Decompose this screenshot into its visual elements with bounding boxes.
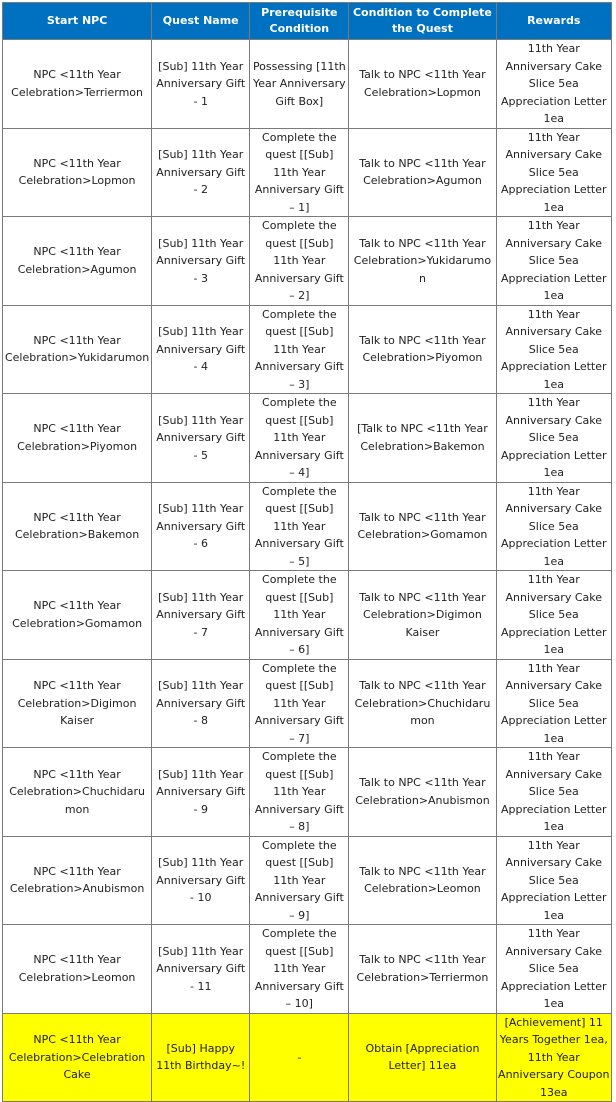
completion-cell: Talk to NPC <11th Year Celebration>Digimon Kaiser: [349, 571, 496, 660]
table-row: [3, 571, 612, 660]
prerequisite-cell: Possessing [11th Year Anniversary Gift Box]: [250, 40, 349, 129]
prerequisite-cell: Complete the quest [[Sub] 11th Year Anniversary Gift – 8]: [250, 748, 349, 837]
start-npc-cell: NPC <11th Year Celebration>Lopmon: [3, 128, 152, 217]
quest-table: [2, 2, 612, 1102]
table-row: [3, 836, 612, 925]
quest-name-cell: [Sub] 11th Year Anniversary Gift - 8: [152, 659, 250, 748]
completion-cell: Talk to NPC <11th Year Celebration>Lopmon: [349, 40, 496, 129]
prerequisite-cell: Complete the quest [[Sub] 11th Year Anniversary Gift – 1]: [250, 128, 349, 217]
table-row: [3, 482, 612, 571]
quest-name-cell: [Sub] 11th Year Anniversary Gift - 4: [152, 305, 250, 394]
header-start-npc: Start NPC: [3, 3, 152, 40]
completion-cell: [Talk to NPC <11th Year Celebration>Bakemon: [349, 394, 496, 483]
completion-cell: Talk to NPC <11th Year Celebration>Leomon: [349, 836, 496, 925]
rewards-cell: 11th Year Anniversary Cake Slice 5ea Appreciation Letter 1ea: [496, 836, 611, 925]
table-row: [3, 394, 612, 483]
table-row: [3, 748, 612, 837]
prerequisite-cell: Complete the quest [[Sub] 11th Year Anniversary Gift – 6]: [250, 571, 349, 660]
rewards-cell: 11th Year Anniversary Cake Slice 5ea Appreciation Letter 1ea: [496, 748, 611, 837]
table-row: [3, 659, 612, 748]
table-row: [3, 128, 612, 217]
table-row-highlighted: [3, 1013, 612, 1102]
start-npc-cell: NPC <11th Year Celebration>Celebration Cake: [3, 1013, 152, 1102]
start-npc-cell: NPC <11th Year Celebration>Chuchidarumon: [3, 748, 152, 837]
completion-cell: Talk to NPC <11th Year Celebration>Anubismon: [349, 748, 496, 837]
rewards-cell: 11th Year Anniversary Cake Slice 5ea Appreciation Letter 1ea: [496, 394, 611, 483]
header-completion-condition: Condition to Complete the Quest: [349, 3, 496, 40]
table-row: [3, 40, 612, 129]
header-rewards: Rewards: [496, 3, 611, 40]
start-npc-cell: NPC <11th Year Celebration>Terriermon: [3, 40, 152, 129]
quest-name-cell: [Sub] 11th Year Anniversary Gift - 9: [152, 748, 250, 837]
start-npc-cell: NPC <11th Year Celebration>Piyomon: [3, 394, 152, 483]
rewards-cell: 11th Year Anniversary Cake Slice 5ea Appreciation Letter 1ea: [496, 305, 611, 394]
quest-name-cell: [Sub] 11th Year Anniversary Gift - 7: [152, 571, 250, 660]
header-quest-name: Quest Name: [152, 3, 250, 40]
prerequisite-cell: Complete the quest [[Sub] 11th Year Anniversary Gift – 2]: [250, 217, 349, 306]
table-row: [3, 305, 612, 394]
start-npc-cell: NPC <11th Year Celebration>Agumon: [3, 217, 152, 306]
header-row: [3, 3, 612, 40]
start-npc-cell: NPC <11th Year Celebration>Bakemon: [3, 482, 152, 571]
completion-cell: Talk to NPC <11th Year Celebration>Gomamon: [349, 482, 496, 571]
table-row: [3, 217, 612, 306]
quest-name-cell: [Sub] 11th Year Anniversary Gift - 11: [152, 925, 250, 1014]
quest-name-cell: [Sub] 11th Year Anniversary Gift - 1: [152, 40, 250, 129]
rewards-cell: 11th Year Anniversary Cake Slice 5ea Appreciation Letter 1ea: [496, 40, 611, 129]
start-npc-cell: NPC <11th Year Celebration>Anubismon: [3, 836, 152, 925]
rewards-cell: 11th Year Anniversary Cake Slice 5ea Appreciation Letter 1ea: [496, 925, 611, 1014]
rewards-cell: 11th Year Anniversary Cake Slice 5ea Appreciation Letter 1ea: [496, 482, 611, 571]
prerequisite-cell: Complete the quest [[Sub] 11th Year Anniversary Gift – 7]: [250, 659, 349, 748]
completion-cell: Talk to NPC <11th Year Celebration>Terriermon: [349, 925, 496, 1014]
prerequisite-cell: Complete the quest [[Sub] 11th Year Anniversary Gift – 5]: [250, 482, 349, 571]
rewards-cell: 11th Year Anniversary Cake Slice 5ea Appreciation Letter 1ea: [496, 571, 611, 660]
start-npc-cell: NPC <11th Year Celebration>Yukidarumon: [3, 305, 152, 394]
quest-name-cell: [Sub] 11th Year Anniversary Gift - 10: [152, 836, 250, 925]
quest-name-cell: [Sub] 11th Year Anniversary Gift - 2: [152, 128, 250, 217]
prerequisite-cell: Complete the quest [[Sub] 11th Year Anniversary Gift – 4]: [250, 394, 349, 483]
prerequisite-cell: Complete the quest [[Sub] 11th Year Anniversary Gift – 3]: [250, 305, 349, 394]
table-row: [3, 925, 612, 1014]
header-prerequisite: Prerequisite Condition: [250, 3, 349, 40]
rewards-cell: 11th Year Anniversary Cake Slice 5ea Appreciation Letter 1ea: [496, 128, 611, 217]
completion-cell: Talk to NPC <11th Year Celebration>Agumon: [349, 128, 496, 217]
quest-name-cell: [Sub] Happy 11th Birthday~!: [152, 1013, 250, 1102]
prerequisite-cell: -: [250, 1013, 349, 1102]
prerequisite-cell: Complete the quest [[Sub] 11th Year Anniversary Gift – 9]: [250, 836, 349, 925]
completion-cell: Talk to NPC <11th Year Celebration>Piyomon: [349, 305, 496, 394]
prerequisite-cell: Complete the quest [[Sub] 11th Year Anniversary Gift – 10]: [250, 925, 349, 1014]
rewards-cell: [Achievement] 11 Years Together 1ea, 11th Year Anniversary Coupon 13ea: [496, 1013, 611, 1102]
completion-cell: Talk to NPC <11th Year Celebration>Chuchidarumon: [349, 659, 496, 748]
quest-name-cell: [Sub] 11th Year Anniversary Gift - 5: [152, 394, 250, 483]
start-npc-cell: NPC <11th Year Celebration>Gomamon: [3, 571, 152, 660]
start-npc-cell: NPC <11th Year Celebration>Leomon: [3, 925, 152, 1014]
rewards-cell: 11th Year Anniversary Cake Slice 5ea Appreciation Letter 1ea: [496, 217, 611, 306]
completion-cell: Talk to NPC <11th Year Celebration>Yukidarumon: [349, 217, 496, 306]
rewards-cell: 11th Year Anniversary Cake Slice 5ea Appreciation Letter 1ea: [496, 659, 611, 748]
start-npc-cell: NPC <11th Year Celebration>Digimon Kaiser: [3, 659, 152, 748]
quest-name-cell: [Sub] 11th Year Anniversary Gift - 3: [152, 217, 250, 306]
quest-name-cell: [Sub] 11th Year Anniversary Gift - 6: [152, 482, 250, 571]
completion-cell: Obtain [Appreciation Letter] 11ea: [349, 1013, 496, 1102]
